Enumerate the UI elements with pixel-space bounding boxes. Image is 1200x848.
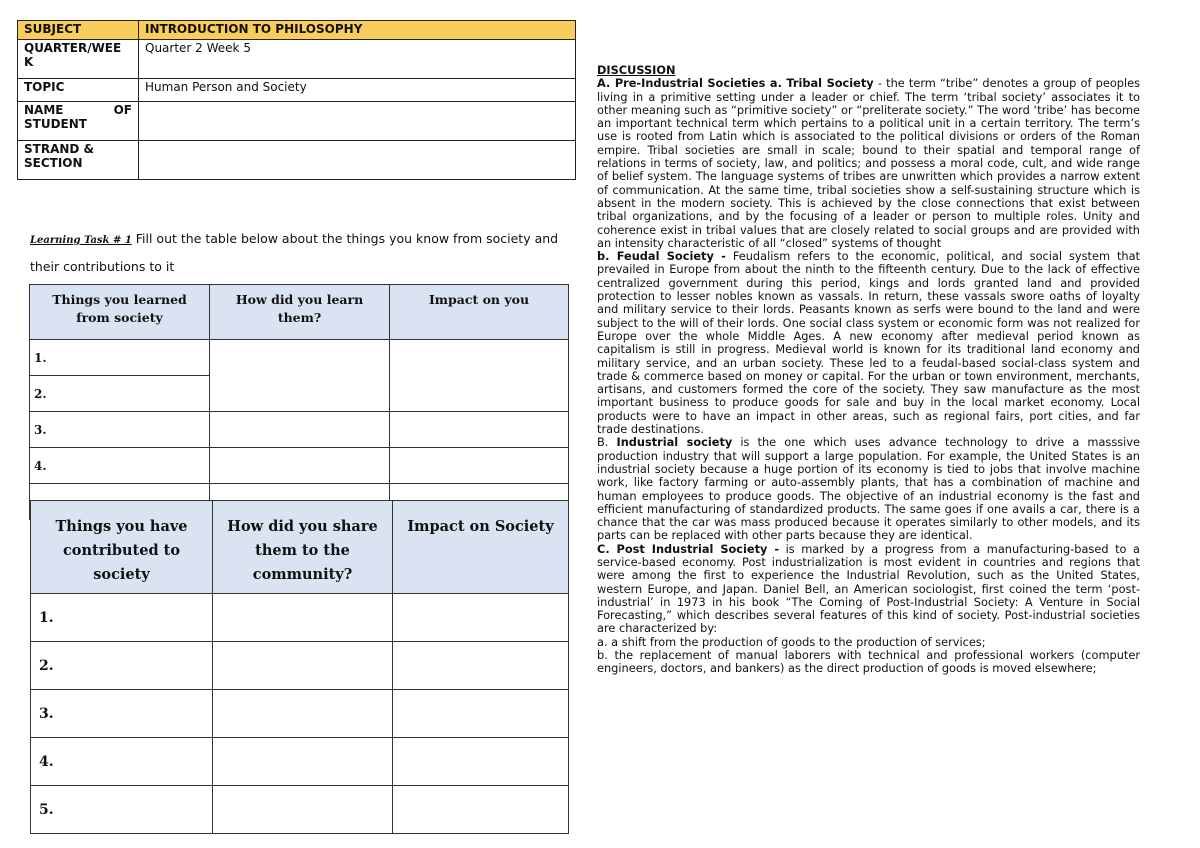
- table2-row-number[interactable]: 5.: [31, 786, 213, 834]
- contributed-table-container: [30, 500, 569, 846]
- table-row: [31, 594, 569, 642]
- topic-label: TOPIC: [18, 79, 139, 102]
- table-row: [30, 340, 569, 376]
- table2-row-number[interactable]: 3.: [31, 690, 213, 738]
- table2-cell[interactable]: [213, 594, 393, 642]
- table1-cell[interactable]: [210, 340, 390, 412]
- table-row: [30, 448, 569, 484]
- table2-header-things: Things you have contributed to society: [31, 501, 213, 594]
- table2-row-number[interactable]: 2.: [31, 642, 213, 690]
- industrial-society-text: is the one which uses advance technology to drive a masssive production industry that will support a large population. For example, the United States is an industrial society because a huge portion of its economy is tied to jobs that involve machine work, like factory farming or auto-assembly plants, that has a combination of machine and human employees to produce goods. The objective of an industrial economy is the fast and efficient manufacturing of standardized products. The same goes if one avails a car, there is a chance that the car was mass produced because it operates similarly to other models, and its parts can be replaced with other parts because they are identical.: [597, 435, 1140, 543]
- table2-cell[interactable]: [213, 786, 393, 834]
- table2-header-impact: Impact on Society: [393, 501, 569, 594]
- learning-task-text: Fill out the table below about the things you know from society and their contributions to it: [30, 231, 559, 274]
- subject-label: SUBJECT: [18, 21, 139, 40]
- name-label-a: NAME: [24, 103, 64, 117]
- table2-cell[interactable]: [393, 594, 569, 642]
- table-row: [30, 412, 569, 448]
- table1-row-number[interactable]: 1.: [30, 340, 210, 376]
- table1-cell[interactable]: [210, 412, 390, 448]
- learning-task-instruction: [30, 226, 575, 280]
- feudal-society-paragraph: [597, 250, 1140, 436]
- table2-cell[interactable]: [393, 642, 569, 690]
- table2-header: [31, 501, 569, 594]
- name-label-b: OF: [113, 103, 132, 117]
- feudal-society-heading: b. Feudal Society -: [597, 249, 726, 264]
- table2-cell[interactable]: [213, 642, 393, 690]
- post-industrial-paragraph: [597, 543, 1140, 636]
- table1-cell[interactable]: [390, 412, 569, 448]
- industrial-society-heading: Industrial society: [616, 435, 733, 450]
- table1-header-impact: Impact on you: [390, 285, 569, 340]
- table2-row-number[interactable]: 1.: [31, 594, 213, 642]
- table2-cell[interactable]: [393, 690, 569, 738]
- table-row: [31, 786, 569, 834]
- table1-cell[interactable]: [210, 448, 390, 484]
- tribal-society-text: - the term “tribe” denotes a group of peoples living in a primitive setting under a leader or chief. The term ‘tribal society’ associates it to other meaning such as “primitive society” or “preliterate society.” The word ‘tribe’ has become an important technical term which pertains to a political unit in a certain territory. The term’s use is rooted from Latin which is associated to the political divisions or orders of the Roman empire. Tribal societies are small in scale; bound to their spatial and temporal range of relations in terms of society, law, and politics; and possess a moral code, cult, and wide range of belief system. The language systems of tribes are unwritten which provides a narrow extent of communication. At the same time, tribal societies show a self-sustaining structure which is absent in the modern society. This is achieved by the close connections that exist between tribal organizations, and by the focusing of a leader or person to multiple roles. Unity and coherence exist in tribal values that are closely related to social groups and are provided with an intensity characteristic of all “closed” systems of thought: [597, 76, 1140, 250]
- table-row: [31, 690, 569, 738]
- topic-value: Human Person and Society: [139, 79, 576, 102]
- table1-header: [30, 285, 569, 340]
- post-industrial-item-b: b. the replacement of manual laborers with technical and professional workers (computer engineers, doctors, and bankers) as the direct production of goods is moved elsewhere;: [597, 648, 1140, 676]
- info-row-quarter: [18, 40, 576, 79]
- table-row: [31, 738, 569, 786]
- industrial-society-paragraph: [597, 436, 1140, 542]
- table1-row-number[interactable]: 2.: [30, 376, 210, 412]
- tribal-society-heading: A. Pre-Industrial Societies a. Tribal Society: [597, 76, 874, 91]
- contributed-to-society-table: [30, 500, 569, 834]
- table1-cell[interactable]: [390, 340, 569, 412]
- info-row-strand: [18, 141, 576, 180]
- table-row: [31, 642, 569, 690]
- tribal-society-paragraph: [597, 77, 1140, 250]
- post-industrial-text: is marked by a progress from a manufacturing-based to a service-based economy. Post industrialization is most evident in countries and regions that were among the first to experience the Industrial Revolution, such as the United States, western Europe, and Japan. Daniel Bell, an American sociologist, first coined the term ‘post-industrial’ in 1973 in his book “The Coming of Post-Industrial Society: A Venture in Social Forecasting,” which describes several features of this kind of society. Post-industrial societies are characterized by:: [597, 541, 1140, 636]
- table1-header-things: Things you learned from society: [30, 285, 210, 340]
- table1-header-how: How did you learn them?: [210, 285, 390, 340]
- info-row-subject: [18, 21, 576, 40]
- table1-row-number[interactable]: 4.: [30, 448, 210, 484]
- student-info-table: [17, 20, 576, 180]
- table2-header-how: How did you share them to the community?: [213, 501, 393, 594]
- industrial-society-prefix: B.: [597, 435, 617, 450]
- discussion-title: DISCUSSION: [597, 63, 676, 77]
- quarter-label: QUARTER/WEE K: [18, 40, 139, 79]
- strand-label: STRAND & SECTION: [18, 141, 139, 180]
- name-value[interactable]: [139, 102, 576, 141]
- post-industrial-item-a: a. a shift from the production of goods to the production of services;: [597, 634, 986, 649]
- discussion-section: [597, 64, 1140, 676]
- subject-value: INTRODUCTION TO PHILOSOPHY: [139, 21, 576, 40]
- table2-cell[interactable]: [213, 690, 393, 738]
- name-label: [18, 102, 139, 141]
- info-row-name: [18, 102, 576, 141]
- info-row-topic: [18, 79, 576, 102]
- table2-cell[interactable]: [213, 738, 393, 786]
- strand-value[interactable]: [139, 141, 576, 180]
- learned-from-society-table: [29, 284, 569, 520]
- table1-row-number[interactable]: 3.: [30, 412, 210, 448]
- name-label-c: STUDENT: [24, 117, 87, 131]
- table2-cell[interactable]: [393, 738, 569, 786]
- table2-cell[interactable]: [393, 786, 569, 834]
- quarter-value: Quarter 2 Week 5: [139, 40, 576, 79]
- post-industrial-heading: C. Post Industrial Society -: [597, 541, 780, 556]
- feudal-society-text: Feudalism refers to the economic, political, and social system that prevailed in Europe from about the ninth to the fifteenth century. Due to the lack of effective centralized government during this period, kings and lords granted land and provided protection to lesser nobles known as vassals. In return, these vassals swore oaths of loyalty and military service to their lords. Peasants known as serfs were bound to the land and were subject to the will of their lords. One social class system or economic form was not realized for Europe over the whole Middle Ages. A new economy after medieval period known as capitalism is still in progress. Medieval world is known for its traditional land economy and military service, and an urban society. These led to a feudal-based social-class system and trade & commerce based on money or capital. For the urban or town environment, merchants, artisans, and customers formed the core of the society. They saw manufacture as the most important business to produce goods for sale and buy in the local market economy. Local products were to have an impact in other areas, such as regional fairs, port cities, and far trade destinations.: [597, 249, 1140, 437]
- table1-cell[interactable]: [390, 448, 569, 484]
- table2-row-number[interactable]: 4.: [31, 738, 213, 786]
- learning-task-label: Learning Task # 1: [30, 235, 132, 246]
